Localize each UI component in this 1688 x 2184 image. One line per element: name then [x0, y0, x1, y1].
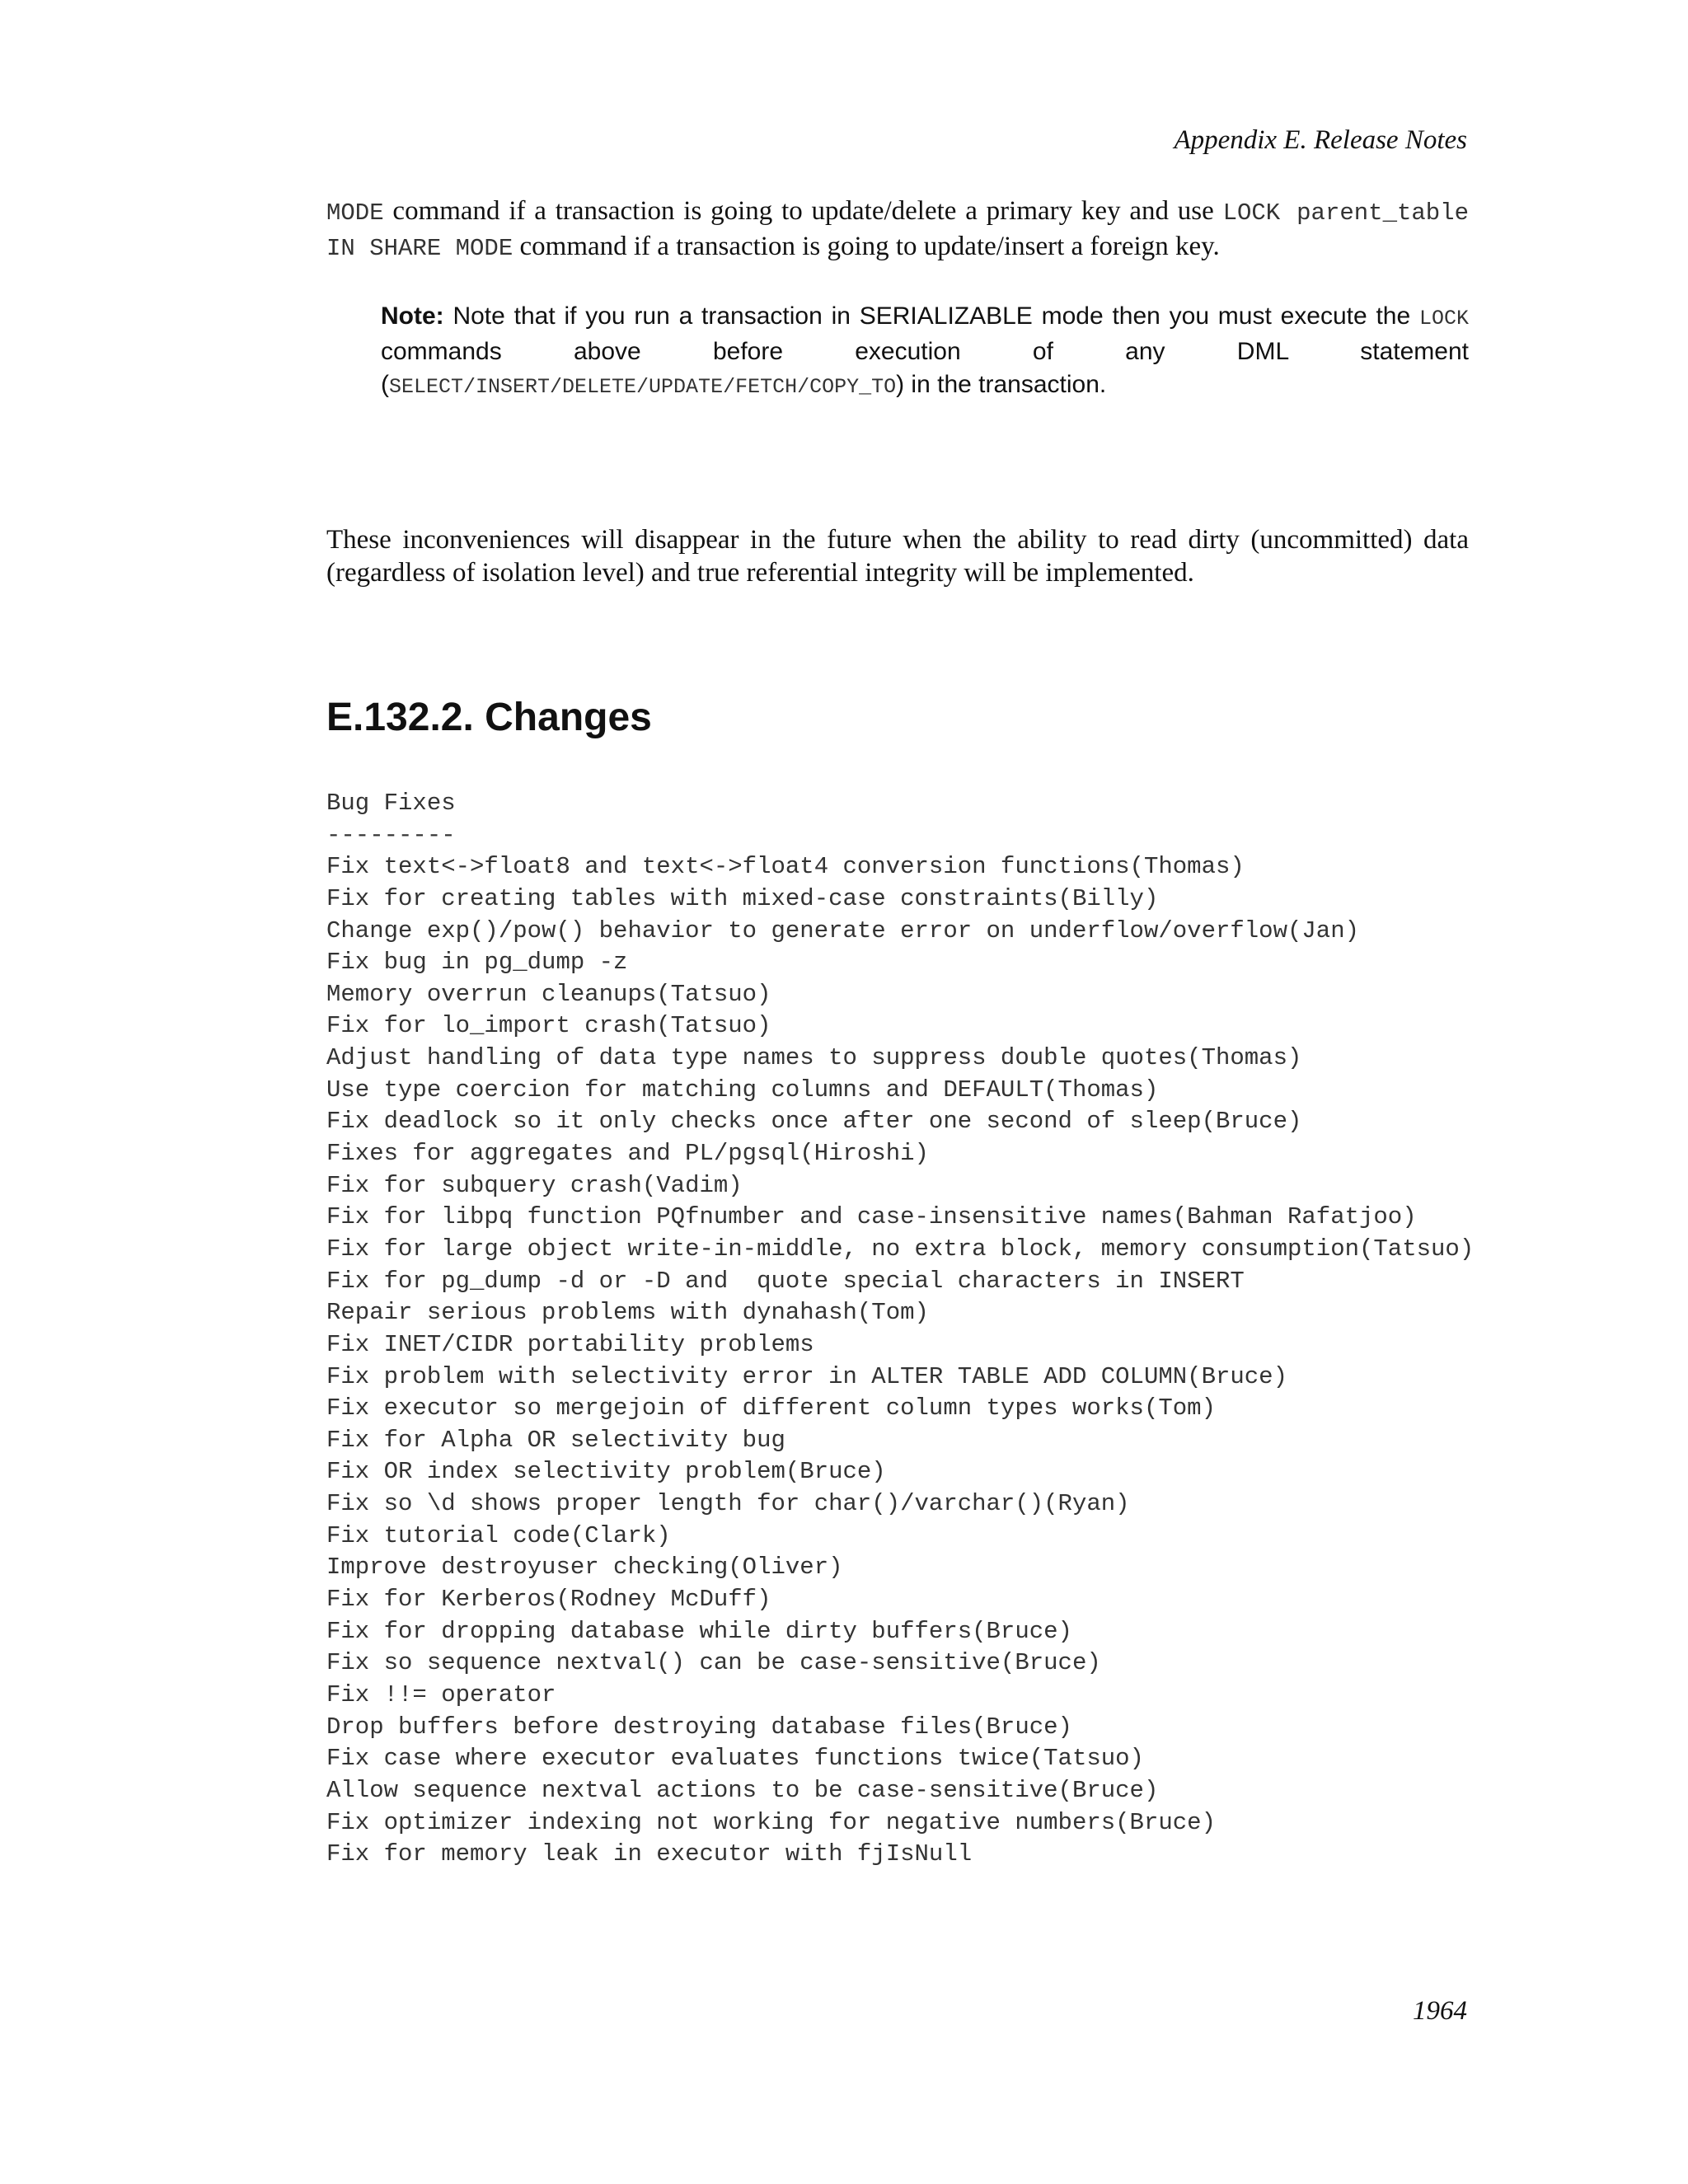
changes-line: Fix for Kerberos(Rodney McDuff): [326, 1586, 771, 1614]
changes-line: ---------: [326, 821, 456, 849]
code-lock-parent-table: LOCK parent_table IN SHARE MODE: [326, 199, 1469, 262]
changes-line: Use type coercion for matching columns and DEFAULT(Thomas): [326, 1076, 1159, 1104]
changes-line: Fix for large object write-in-middle, no extra block, memory consumption(Tatsuo): [326, 1235, 1475, 1263]
note-text-1: Note that if you run a transaction in SERIALIZABLE mode then you must execute the: [443, 302, 1419, 330]
changes-line: Fix so \d shows proper length for char()/varchar()(Ryan): [326, 1490, 1130, 1518]
note-text-3: ) in the transaction.: [896, 371, 1107, 398]
changes-line: Fix so sequence nextval() can be case-sensitive(Bruce): [326, 1649, 1101, 1677]
note-code-statements: SELECT/INSERT/DELETE/UPDATE/FETCH/COPY_TO: [389, 375, 897, 399]
note-block: [381, 300, 1469, 404]
changes-line: Fix for pg_dump -d or -D and quote special characters in INSERT: [326, 1267, 1245, 1295]
closing-paragraph: These inconveniences will disappear in the future when the ability to read dirty (uncommitted) data (regardless of isolation level) and true referential integrity will be implemented.: [326, 525, 1469, 588]
changes-line: Fix for creating tables with mixed-case constraints(Billy): [326, 884, 1159, 912]
intro-text-2: command if a transaction is going to update/insert a foreign key.: [513, 232, 1220, 261]
changes-line: Repair serious problems with dynahash(Tom): [326, 1299, 929, 1327]
changes-line: Fix executor so mergejoin of different column types works(Tom): [326, 1394, 1216, 1422]
changes-line: Fix bug in pg_dump -z: [326, 949, 628, 977]
changes-line: Fix for Alpha OR selectivity bug: [326, 1426, 785, 1454]
changes-line: Fix for libpq function PQfnumber and case-insensitive names(Bahman Rafatjoo): [326, 1203, 1417, 1231]
running-header: Appendix E. Release Notes: [1174, 125, 1467, 155]
note-code-lock: LOCK: [1418, 307, 1469, 330]
changes-line: Fix text<->float8 and text<->float4 conversion functions(Thomas): [326, 853, 1245, 881]
changes-line: Improve destroyuser checking(Oliver): [326, 1554, 843, 1582]
note-label: Note:: [381, 302, 444, 330]
changes-line: Fix optimizer indexing not working for negative numbers(Bruce): [326, 1808, 1216, 1836]
changes-line: Fix for memory leak in executor with fjIsNull: [326, 1840, 973, 1868]
changes-line: Fix for subquery crash(Vadim): [326, 1171, 743, 1199]
intro-text-1: command if a transaction is going to update/delete a primary key and use: [383, 196, 1223, 226]
section-heading: E.132.2. Changes: [326, 696, 652, 739]
changes-line: Fix INET/CIDR portability problems: [326, 1330, 814, 1358]
changes-line: Change exp()/pow() behavior to generate error on underflow/overflow(Jan): [326, 916, 1360, 944]
changes-line: Memory overrun cleanups(Tatsuo): [326, 980, 771, 1008]
changes-line: Adjust handling of data type names to suppress double quotes(Thomas): [326, 1044, 1302, 1072]
changes-line: Fix for dropping database while dirty buffers(Bruce): [326, 1617, 1072, 1645]
page-number: 1964: [1413, 1996, 1467, 2026]
changes-line: Fixes for aggregates and PL/pgsql(Hiroshi): [326, 1140, 929, 1168]
changes-line: Drop buffers before destroying database files(Bruce): [326, 1713, 1072, 1741]
changes-code-block: [326, 788, 1474, 1871]
changes-line: Fix OR index selectivity problem(Bruce): [326, 1458, 886, 1486]
changes-line: Bug Fixes: [326, 790, 456, 817]
intro-paragraph: [326, 194, 1469, 265]
changes-line: Fix !!= operator: [326, 1680, 556, 1708]
note-text-2: commands above before execution of any DML statement (: [381, 338, 1469, 398]
changes-line: Fix deadlock so it only checks once after one second of sleep(Bruce): [326, 1108, 1302, 1136]
code-mode: MODE: [326, 199, 384, 227]
changes-line: Fix problem with selectivity error in ALTER TABLE ADD COLUMN(Bruce): [326, 1362, 1287, 1390]
changes-line: Fix tutorial code(Clark): [326, 1521, 671, 1549]
changes-line: Allow sequence nextval actions to be case-sensitive(Bruce): [326, 1776, 1159, 1804]
changes-line: Fix case where executor evaluates functions twice(Tatsuo): [326, 1745, 1144, 1773]
changes-line: Fix for lo_import crash(Tatsuo): [326, 1012, 771, 1040]
